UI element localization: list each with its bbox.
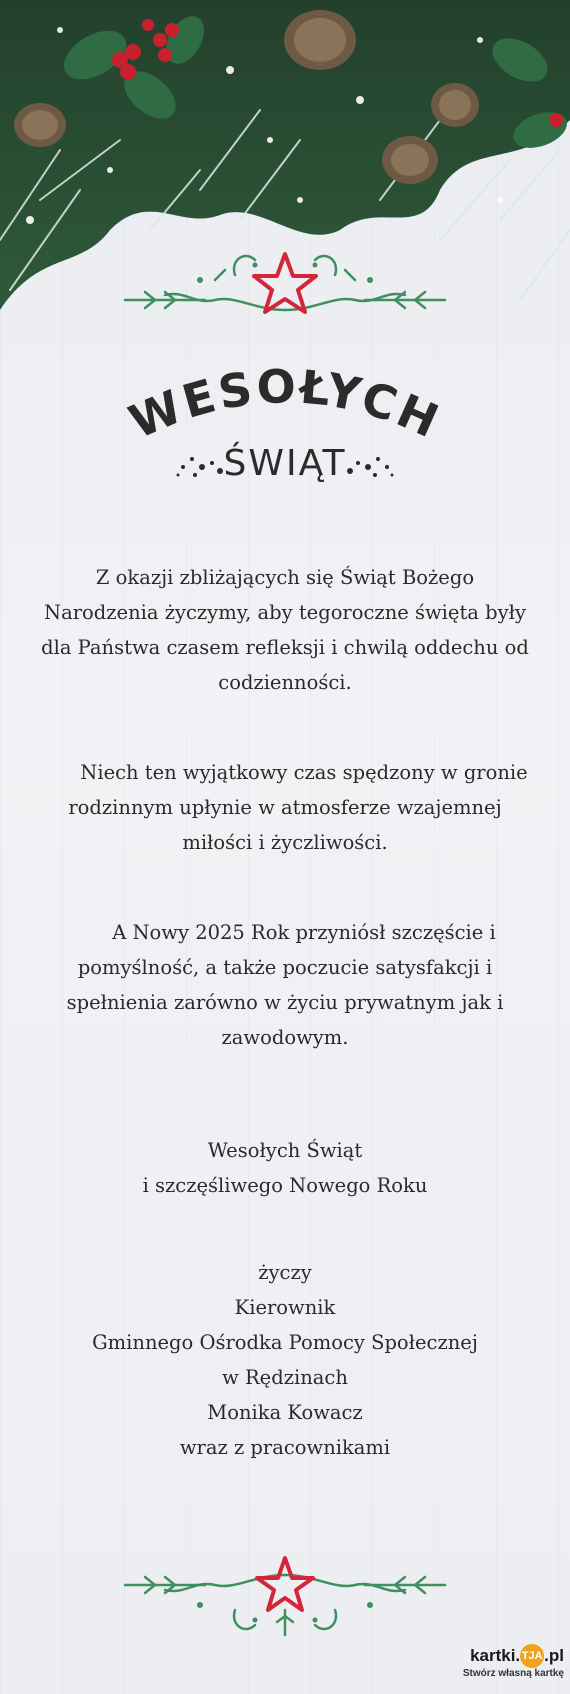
title-block xyxy=(0,355,570,495)
signature-wishes: życzy xyxy=(258,1261,312,1284)
greeting-line-1: Wesołych Świąt xyxy=(207,1139,363,1162)
watermark-badge: TJA xyxy=(520,1644,544,1668)
kartki-watermark[interactable] xyxy=(454,1644,564,1690)
signature-with: wraz z pracownikami xyxy=(179,1436,391,1459)
signature-role: Kierownik xyxy=(234,1296,336,1319)
signature-name: Monika Kowacz xyxy=(207,1401,363,1424)
watermark-tagline: Stwórz własną kartkę xyxy=(462,1668,564,1679)
message-paragraph-3: A Nowy 2025 Rok przyniósł szczęście i pomyślność, a także poczucie satysfakcji i spełnienia zarówno w życiu prywatnym jak i zawodowym. xyxy=(66,921,504,1049)
title-line1: WESOŁYCH xyxy=(121,359,449,450)
star-icon xyxy=(254,254,316,312)
message-paragraph-2: Niech ten wyjątkowy czas spędzony w gronie rodzinnym upłynie w atmosferze wzajemnej miłości i życzliwości. xyxy=(68,761,528,854)
dots-decoration-right xyxy=(347,457,394,477)
greeting-line-2: i szczęśliwego Nowego Roku xyxy=(142,1174,428,1197)
dots-decoration-left xyxy=(177,457,224,477)
signature xyxy=(40,1255,530,1465)
title-line2: ŚWIĄT xyxy=(223,443,347,484)
greeting xyxy=(40,1133,530,1203)
top-ornament xyxy=(105,240,465,330)
signature-place: w Rędzinach xyxy=(222,1366,348,1389)
message-paragraph-1: Z okazji zbliżających się Świąt Bożego Narodzenia życzymy, aby tegoroczne święta były dla Państwa czasem refleksji i chwilą oddechu od codzienności. xyxy=(41,566,529,694)
signature-institution: Gminnego Ośrodka Pomocy Społecznej xyxy=(92,1331,478,1354)
watermark-brand: kartki. TJA .pl xyxy=(454,1644,564,1668)
bottom-ornament xyxy=(105,1550,465,1640)
star-icon xyxy=(257,1558,313,1610)
